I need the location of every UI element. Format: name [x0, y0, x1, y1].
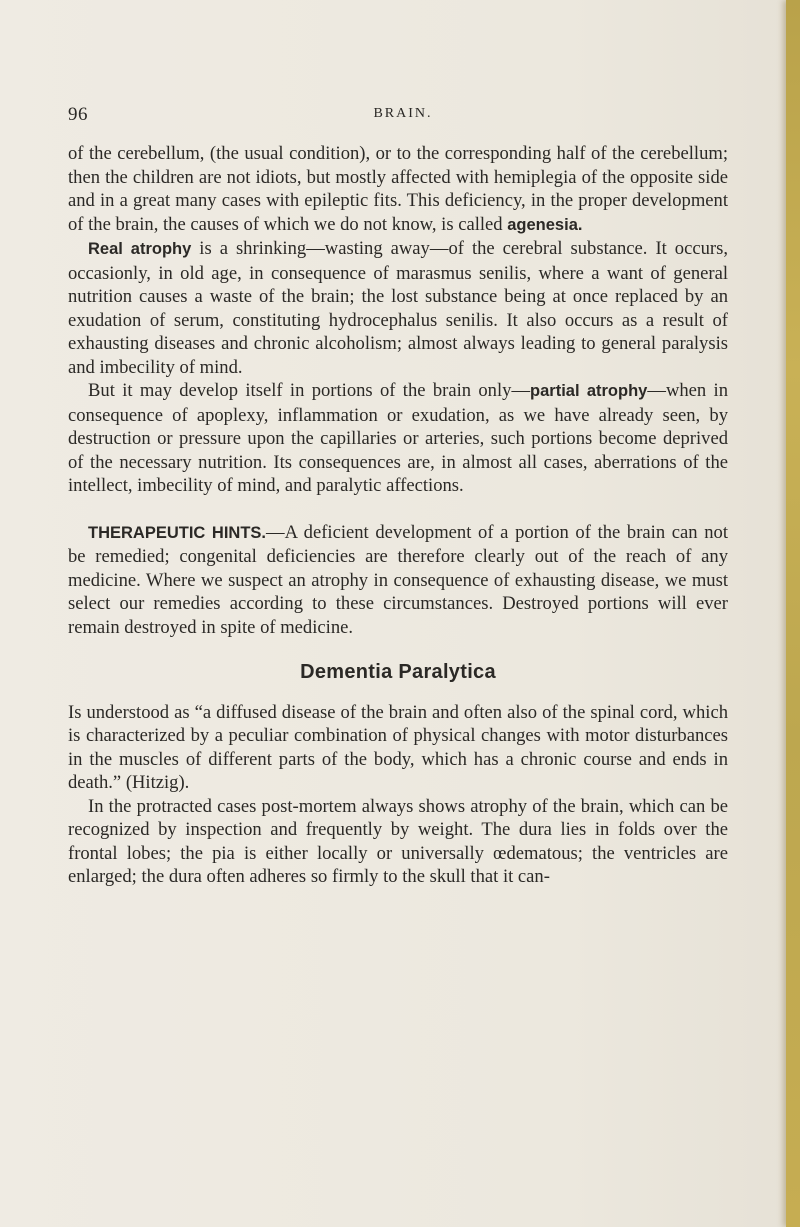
paragraph-2 — [68, 237, 728, 379]
paragraph-1 — [68, 142, 728, 237]
section-heading: Dementia Paralytica — [300, 661, 496, 683]
paragraph-6: In the protracted cases post-mortem always shows atrophy of the brain, which can be recognized by inspection and frequently by weight. The dura lies in folds over the frontal lobes; the pia is either locally or universally œdematous; the ventricles are enlarged; the dura often adheres so firmly to the skull that it can- — [68, 795, 728, 887]
paragraph-4 — [68, 521, 728, 640]
paragraph-gap — [68, 498, 728, 521]
paragraph-2-text: is a shrinking—wasting away—of the cerebral substance. It occurs, occasionly, in old age, in consequence of marasmus senilis, where a want of general nutrition causes a waste of the brain; the lost substance being at once replaced by an exudation of serum, constituting hydrocephalus senilis. It also occurs as a result of exhausting diseases and chronic alcoholism; almost always leading to general paralysis and imbecility of mind. — [68, 238, 728, 378]
paragraph-5: Is understood as “a diffused disease of the brain and often also of the spinal cord, which is characterized by a peculiar combination of physical changes with motor disturbances in the muscles of different parts of the body, which has a chronic course and ends in death.” (Hitzig). — [68, 701, 728, 793]
page-header — [68, 104, 728, 132]
term-agenesia: agenesia. — [507, 215, 583, 234]
term-partial-atrophy: partial atrophy — [530, 382, 648, 400]
paragraph-1-text: of the cerebellum, (the usual condition), or to the corresponding half of the cerebellum; then the children are not idiots, but mostly affected with hemiplegia of the opposite side and in a great many cases with epileptic fits. This deficiency, in the proper development of the brain, the causes of which we do not know, is called — [68, 143, 728, 235]
term-therapeutic-hints: THERAPEUTIC HINTS. — [88, 523, 267, 542]
paragraph-3 — [68, 379, 728, 498]
paragraph-4-text: —A deficient development of a portion of the brain can not be remedied; congenital deficiencies are therefore clearly out of the reach of any medicine. Where we suspect an atrophy in consequence of exhausting disease, we must select our remedies according to these circumstances. Destroyed portions will ever remain destroyed in spite of medicine. — [68, 521, 728, 638]
paragraph-3-text: —when in consequence of apoplexy, inflammation or exudation, as we have already seen, by destruction or pressure upon the capillaries or arteries, such portions become deprived of the necessary nutrition. Its consequences are, in almost all cases, aberrations of the intellect, imbecility of mind, and paralytic affections. — [68, 380, 729, 496]
running-title: BRAIN. — [373, 106, 433, 121]
paragraph-3-lead: But it may develop itself in portions of the brain only— — [88, 380, 531, 401]
page-number: 96 — [68, 104, 88, 125]
term-real-atrophy: Real atrophy — [88, 240, 192, 258]
page-edge — [786, 0, 800, 1227]
body-text — [68, 142, 728, 889]
